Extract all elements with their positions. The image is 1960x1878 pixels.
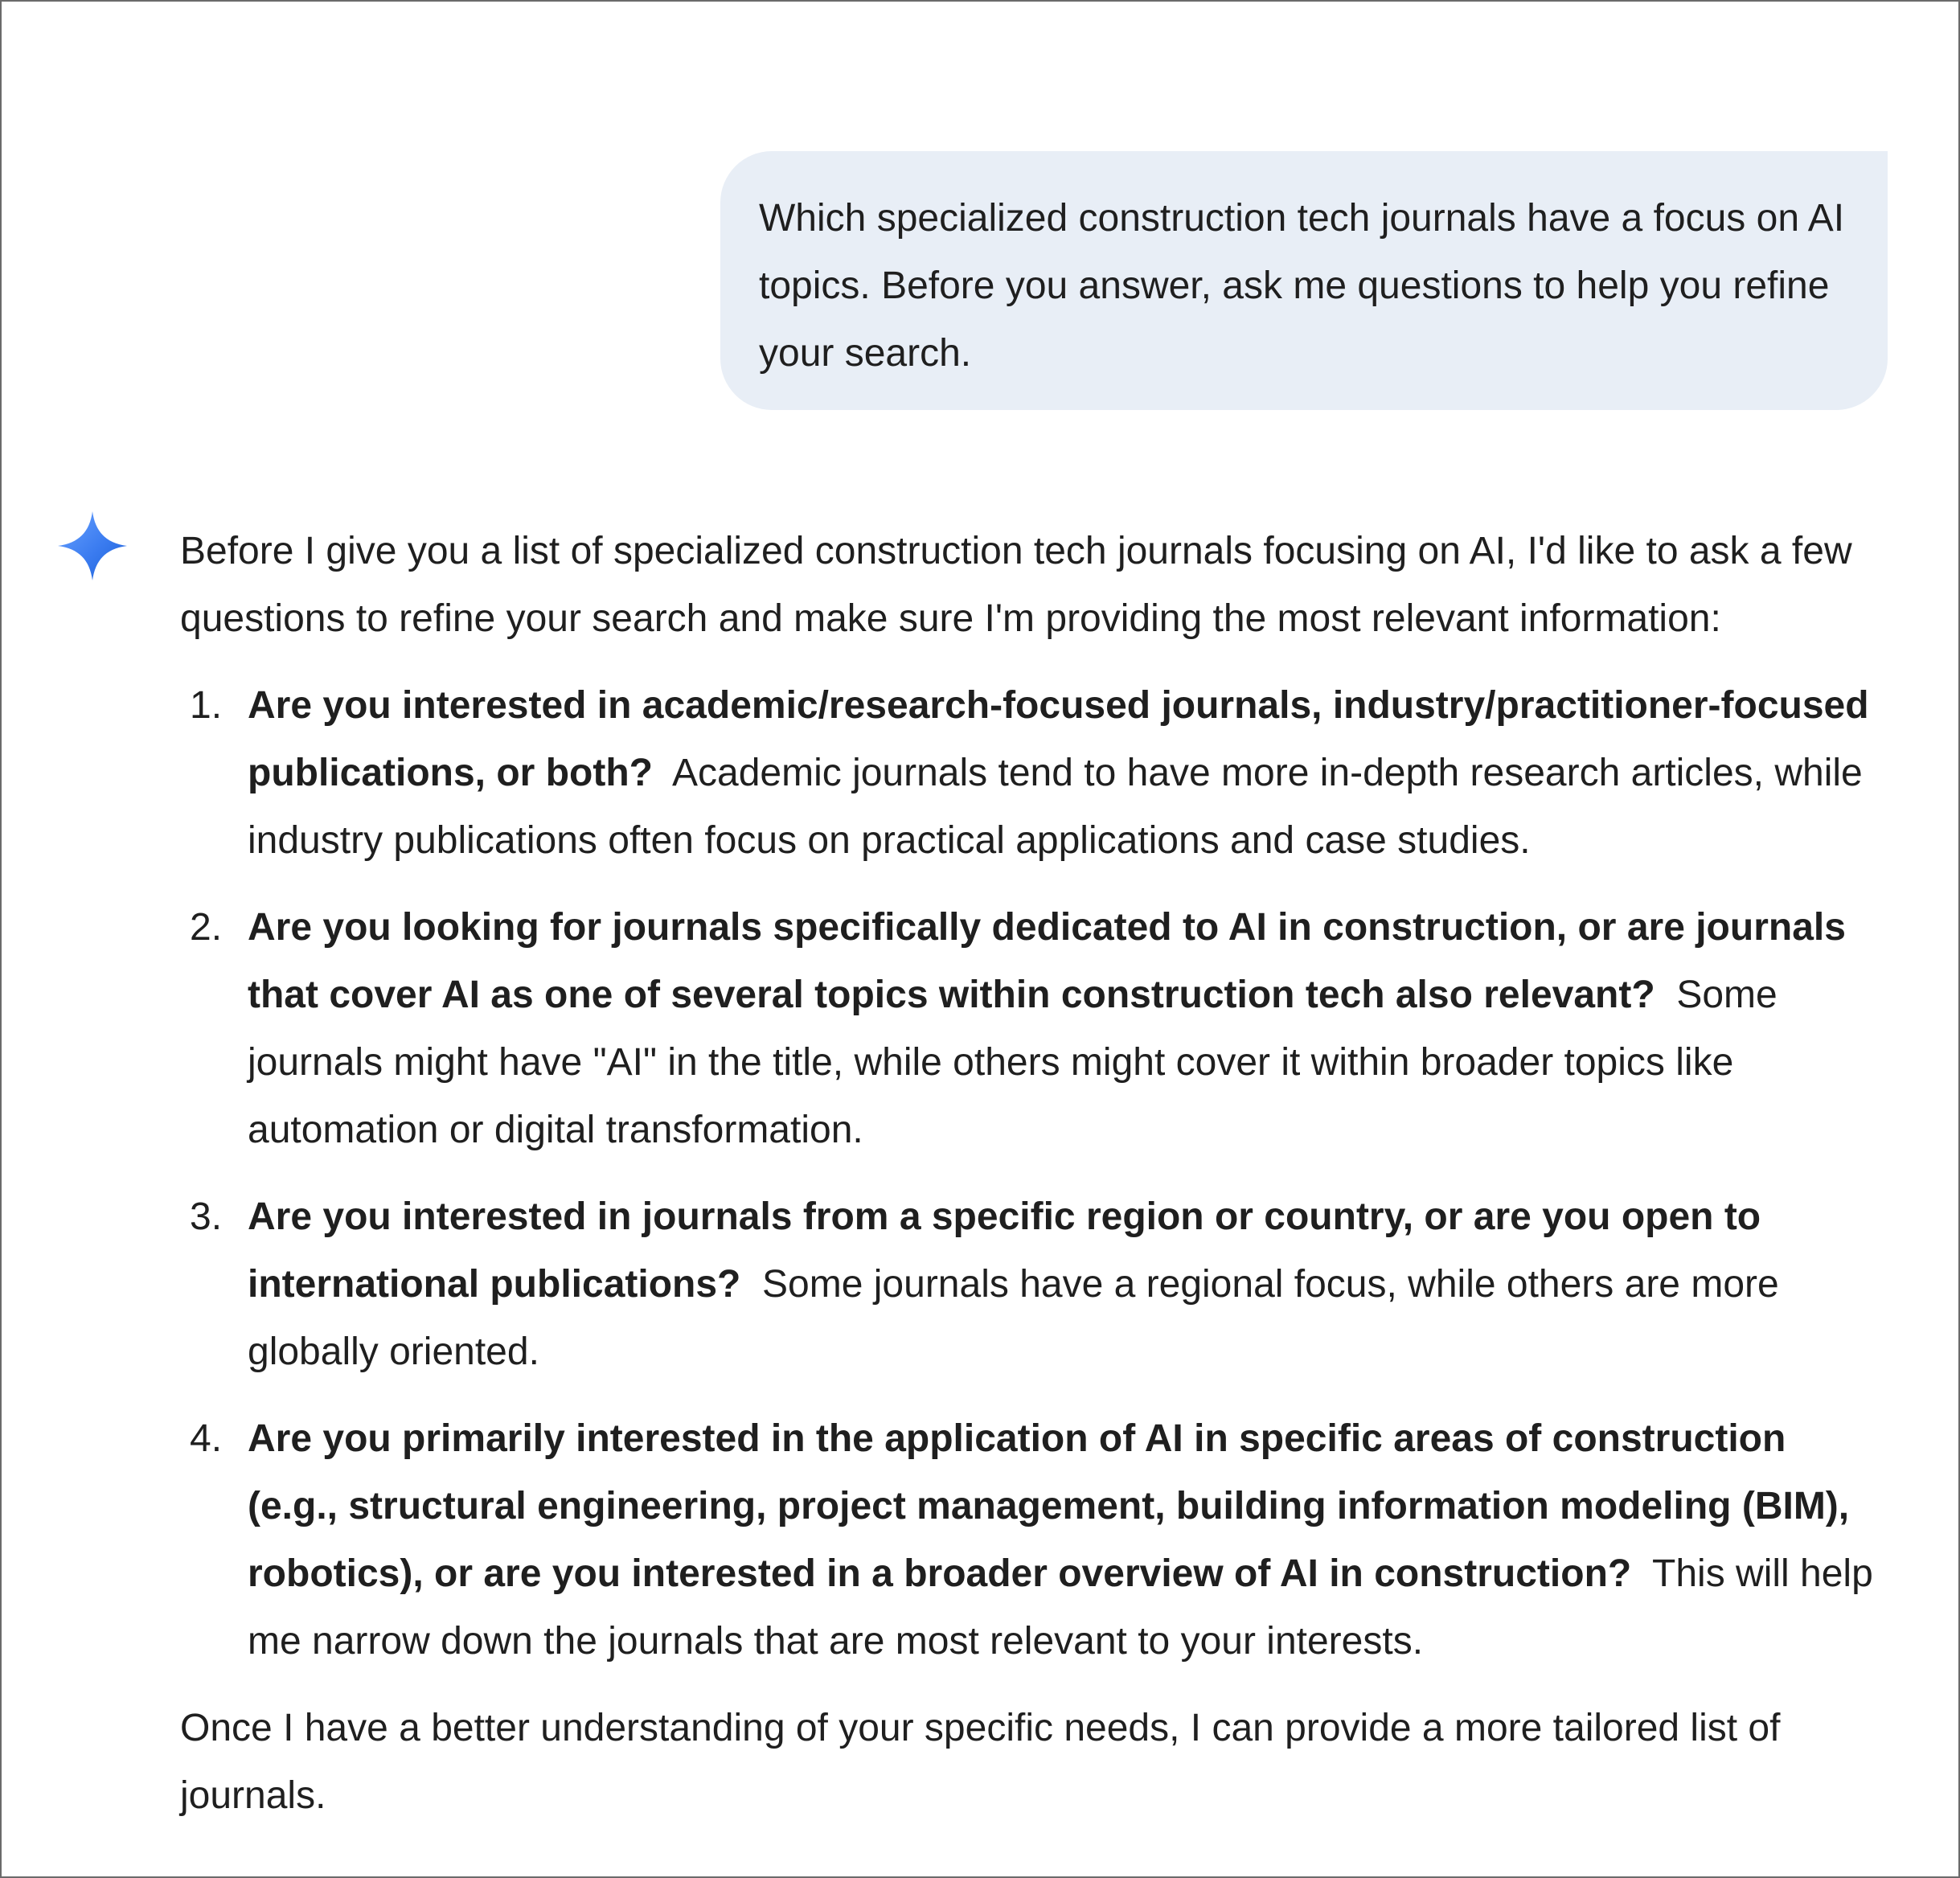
gemini-spark-icon — [58, 511, 127, 580]
list-item — [180, 672, 1884, 875]
list-number: 4. — [190, 1417, 223, 1460]
assistant-response — [180, 518, 1884, 1830]
question-text: Are you interested in academic/research-focused journals, industry/practitioner-focused publications, or both? — [248, 684, 1869, 794]
list-item — [180, 894, 1884, 1164]
question-list — [180, 672, 1884, 1675]
question-detail: Some journals have a regional focus, while others are more globally oriented. — [248, 1263, 1779, 1373]
list-number: 3. — [190, 1195, 223, 1238]
question-text: Are you primarily interested in the application of AI in specific areas of construction (e.g., structural engineering, project management, building information modeling (BIM), robotics), or are you interested in a broader overview of AI in construction? — [248, 1417, 1850, 1595]
question-detail: Some journals might have "AI" in the title, while others might cover it within broader topics like automation or digital transformation. — [248, 974, 1778, 1151]
question-text: Are you looking for journals specifically dedicated to AI in construction, or are journals that cover AI as one of several topics within construction tech also relevant? — [248, 906, 1846, 1016]
question-detail: Academic journals tend to have more in-depth research articles, while industry publications often focus on practical applications and case studies. — [248, 752, 1863, 862]
user-prompt-text: Which specialized construction tech journals have a focus on AI topics. Before you answer, ask me questions to help you refine your search. — [759, 197, 1845, 375]
list-number: 1. — [190, 684, 223, 727]
list-item — [180, 1183, 1884, 1386]
list-number: 2. — [190, 906, 223, 949]
response-outro: Once I have a better understanding of your specific needs, I can provide a more tailored list of journals. — [180, 1707, 1781, 1817]
question-detail: This will help me narrow down the journals that are most relevant to your interests. — [248, 1552, 1873, 1663]
list-item — [180, 1405, 1884, 1675]
user-prompt-bubble — [720, 151, 1888, 410]
response-intro: Before I give you a list of specialized construction tech journals focusing on AI, I'd like to ask a few questions to refine your search and make sure I'm providing the most relevant information: — [180, 530, 1852, 640]
question-text: Are you interested in journals from a specific region or country, or are you open to international publications? — [248, 1195, 1761, 1306]
